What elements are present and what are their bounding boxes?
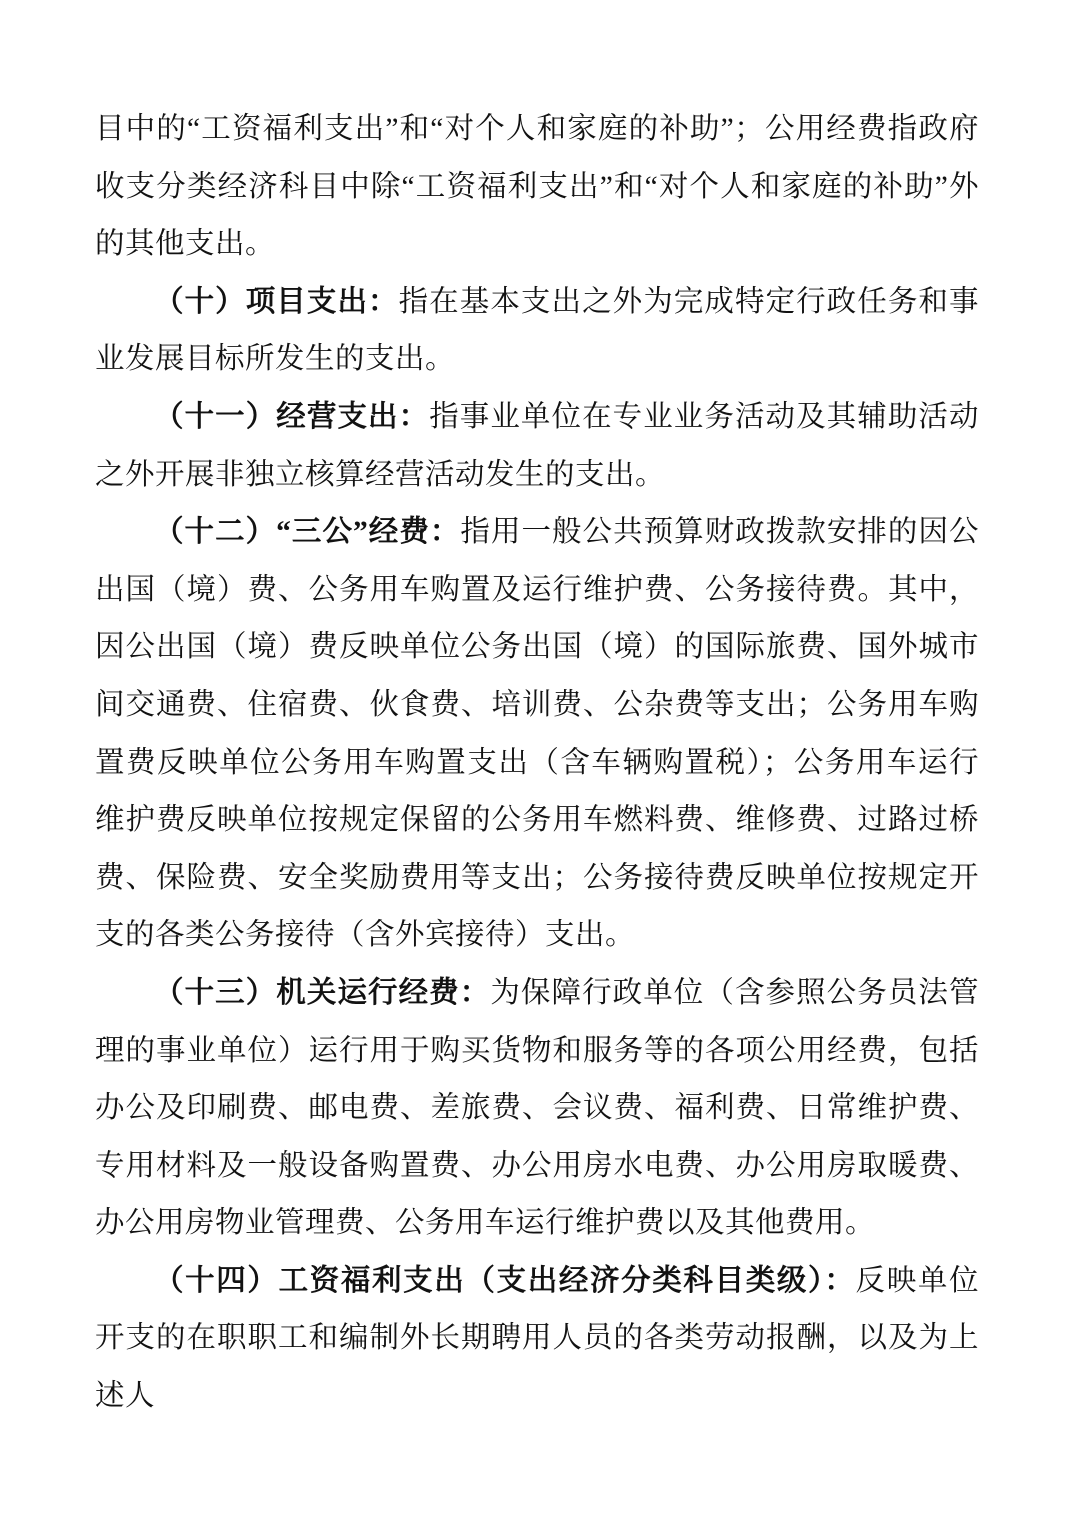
paragraph-item-13 — [95, 965, 979, 1253]
paragraph-lead: （十一）经营支出： — [154, 400, 430, 433]
paragraph-item-14 — [95, 1253, 979, 1426]
paragraph-lead: （十四）工资福利支出（支出经济分类科目类级）： — [154, 1264, 856, 1297]
paragraph-item-11 — [95, 389, 979, 504]
paragraph-lead: （十）项目支出： — [154, 285, 399, 318]
paragraph-item-12 — [95, 504, 979, 965]
paragraph-lead: （十三）机关运行经费： — [154, 976, 491, 1009]
document-text-block — [95, 101, 979, 1426]
paragraph-lead: （十二）“三公”经费： — [154, 516, 461, 549]
paragraph-body: 指用一般公共预算财政拨款安排的因公出国（境）费、公务用车购置及运行维护费、公务接待费。其中，因公出国（境）费反映单位公务出国（境）的国际旅费、国外城市间交通费、住宿费、伙食费、培训费、公杂费等支出；公务用车购置费反映单位公务用车购置支出（含车辆购置税）；公务用车运行维护费反映单位按规定保留的公务用车燃料费、维修费、过路过桥费、保险费、安全奖励费用等支出；公务接待费反映单位按规定开支的各类公务接待（含外宾接待）支出。 — [95, 516, 979, 952]
paragraph-body: 反映单位开支的在职职工和编制外长期聘用人员的各类劳动报酬，以及为上述人 — [95, 1264, 979, 1413]
paragraph-body: 指事业单位在专业业务活动及其辅助活动之外开展非独立核算经营活动发生的支出。 — [95, 400, 979, 491]
paragraph-item-10 — [95, 274, 979, 389]
paragraph-body: 目中的“工资福利支出”和“对个人和家庭的补助”；公用经费指政府收支分类经济科目中除“工资福利支出”和“对个人和家庭的补助”外的其他支出。 — [95, 113, 979, 261]
paragraph-body: 指在基本支出之外为完成特定行政任务和事业发展目标所发生的支出。 — [95, 285, 979, 376]
paragraph-continuation — [95, 101, 979, 274]
paragraph-body: 为保障行政单位（含参照公务员法管理的事业单位）运行用于购买货物和服务等的各项公用经费，包括办公及印刷费、邮电费、差旅费、会议费、福利费、日常维护费、专用材料及一般设备购置费、办公用房水电费、办公用房取暖费、办公用房物业管理费、公务用车运行维护费以及其他费用。 — [95, 976, 979, 1240]
